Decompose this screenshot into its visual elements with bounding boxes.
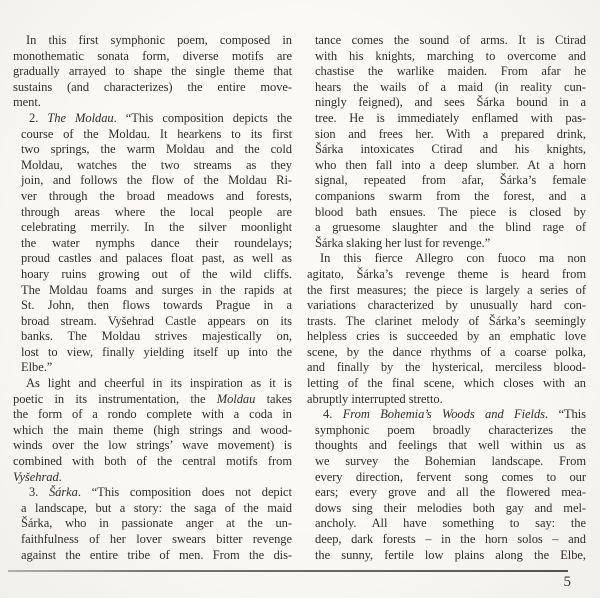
text-line [21, 251, 292, 267]
text-line [13, 95, 292, 111]
body-text: the water nymphs dance their roundelays; [21, 235, 292, 250]
text-line [315, 532, 586, 548]
text-line [315, 548, 586, 564]
text-line [315, 33, 586, 49]
text-line [307, 314, 586, 330]
body-text: symphonic poem broadly characterizes the [315, 422, 586, 437]
body-text: who then fall into a deep slumber. At a horn [315, 157, 586, 172]
text-line [315, 49, 586, 65]
text-line [21, 283, 292, 299]
text-line [315, 158, 586, 174]
text-line [315, 95, 586, 111]
body-text: Šárka slaking her lust for revenge.” [315, 235, 491, 250]
text-line [21, 548, 292, 564]
text-line [21, 127, 292, 143]
body-text: against the entire tribe of men. From the dis- [21, 547, 292, 562]
body-text: banks. The Moldau strives majestically on, [21, 329, 292, 344]
text-line [315, 236, 586, 252]
body-text: . [58, 469, 62, 484]
text-column-right [307, 33, 586, 563]
text-line [307, 298, 586, 314]
text-line [13, 407, 292, 423]
body-text: letting of the final scene, which closes with an [307, 376, 586, 391]
text-line [307, 392, 586, 408]
text-line [315, 80, 586, 96]
body-text: ver through the broad meadows and forests, [21, 188, 292, 203]
italic-title-text: From Bohemia’s Woods and Fields [342, 407, 545, 422]
body-text: ment. [13, 95, 41, 110]
text-line [21, 220, 292, 236]
body-text: In this first symphonic poem, composed in [26, 33, 292, 47]
text-line [315, 516, 586, 532]
body-text: trasts. The clarinet melody of Šárka’s seemingly [307, 313, 586, 328]
italic-title-text: The Moldau [47, 110, 114, 125]
italic-title-text: Šárka [48, 485, 78, 500]
body-text: sion and frees her. With a prepared drink, [315, 126, 586, 141]
text-line [13, 33, 292, 49]
text-line [307, 329, 586, 345]
body-text: ears; every grove and all the flowered mea- [315, 485, 586, 500]
body-text: 2. [29, 110, 48, 125]
text-line [315, 423, 586, 439]
body-text: 3. [29, 485, 49, 500]
body-text: As light and cheerful in its inspiration as it is [26, 376, 292, 391]
text-line [21, 158, 292, 174]
body-text: the sunny, fertile low plains along the Elbe, [315, 547, 586, 562]
body-text: thoughts and feelings that well within us as [315, 438, 586, 453]
text-line [307, 345, 586, 361]
text-line [307, 283, 586, 299]
body-text: hoary ruins growing out of the wild cliffs. [21, 266, 292, 281]
text-line [21, 267, 292, 283]
body-text: with his knights, marching to overcome and [315, 48, 586, 63]
text-line [21, 360, 292, 376]
text-line [315, 189, 586, 205]
text-line [21, 314, 292, 330]
text-line [21, 485, 292, 501]
body-text: broad stream. Vyšehrad Castle appears on its [21, 313, 292, 328]
text-line [315, 470, 586, 486]
body-text: abruptly interrupted stretto. [307, 391, 443, 406]
text-line [21, 501, 292, 517]
body-text: two springs, the warm Moldau and the cold [21, 142, 292, 157]
text-line [21, 236, 292, 252]
page-text-block [13, 33, 586, 563]
text-line [315, 127, 586, 143]
body-text: celebrating merrily. In the silver moonlight [21, 220, 292, 235]
text-line [21, 111, 292, 127]
body-text: gradually arrayed to shape the single theme that [13, 64, 292, 79]
body-text: every direction, fervent song comes to our [315, 469, 586, 484]
body-text: lost to view, finally yielding itself up into the [21, 344, 292, 359]
body-text: The Moldau foams and surges in the rapids at [21, 282, 292, 297]
body-text: helpless cries is succeeded by an emphatic love [307, 329, 586, 344]
text-line [315, 454, 586, 470]
text-line [13, 423, 292, 439]
italic-title-text: Vyšehrad [13, 469, 59, 484]
body-text: combined with both of the central motifs from [13, 454, 292, 469]
body-text: winds over the low strings’ wave movement) is [13, 438, 292, 453]
body-text: course of the Moldau. It hearkens to its first [21, 126, 292, 141]
text-line [315, 142, 586, 158]
text-line [13, 376, 292, 392]
body-text: and finally by the hysterical, merciless blood- [307, 360, 586, 375]
footer-rule [8, 570, 568, 572]
text-column-left [13, 33, 292, 563]
body-text: a gruesome slaughter and the blind rage of [315, 220, 586, 235]
text-line [21, 532, 292, 548]
body-text: ancholy. All have something to say: the [315, 516, 586, 531]
body-text: chastise the warlike maiden. From afar he [315, 64, 586, 79]
body-text: . “This composition does not depict [77, 485, 292, 500]
body-text: Šárka, who in passionate anger at the un- [21, 516, 292, 531]
text-line [315, 111, 586, 127]
text-line [307, 360, 586, 376]
body-text: through areas where the local people are [21, 204, 292, 219]
body-text: Moldau, watches the two streams as they [21, 157, 292, 172]
body-text: faithfulness of her lover swears bitter revenge [21, 532, 292, 546]
text-line [21, 142, 292, 158]
body-text: sustains (and characterizes) the entire move- [13, 79, 292, 94]
body-text: scene, by the dance rhythms of a coarse polka, [307, 344, 586, 359]
text-line [13, 64, 292, 80]
body-text: agitato, Šárka’s revenge theme is heard from [307, 266, 586, 281]
text-line [13, 49, 292, 65]
text-line [13, 454, 292, 470]
body-text: the first measures; the piece is largely a series of [307, 282, 586, 297]
body-text: Elbe.” [21, 360, 53, 375]
text-line [315, 205, 586, 221]
text-line [315, 64, 586, 80]
body-text: we survey the Bohemian landscape. From [315, 454, 586, 469]
body-text: the form of a rondo complete with a coda in [13, 407, 292, 422]
text-line [307, 267, 586, 283]
body-text: . “This [545, 407, 586, 422]
text-line [315, 220, 586, 236]
body-text: St. John, then flows towards Prague in a [21, 298, 292, 313]
body-text: . “This composition depicts the [113, 110, 292, 125]
text-line [315, 485, 586, 501]
body-text: variations characterized by unusually hard con- [307, 298, 586, 313]
body-text: takes [255, 391, 293, 406]
text-line [13, 80, 292, 96]
text-line [13, 470, 292, 486]
text-line [307, 251, 586, 267]
body-text: hears the wails of a maid (in reality cun- [315, 79, 586, 94]
body-text: poetic in its instrumentation, the [13, 391, 217, 406]
text-line [315, 501, 586, 517]
body-text: a landscape, but a story: the saga of the maid [21, 500, 292, 515]
body-text: join, and follows the flow of the Moldau Ri- [21, 173, 292, 188]
page-number: 5 [563, 574, 571, 590]
text-line [315, 407, 586, 423]
body-text: dows sing their melodies both gay and mel- [315, 500, 586, 515]
text-line [21, 298, 292, 314]
body-text: blood bath ensues. The piece is closed by [315, 204, 586, 219]
text-line [315, 438, 586, 454]
body-text: proud castles and palaces float past, as well as [21, 251, 292, 266]
body-text: tance comes the sound of arms. It is Ctirad [315, 33, 586, 47]
text-line [21, 345, 292, 361]
text-line [21, 173, 292, 189]
body-text: signal, repeated from afar, Šárka’s female [315, 173, 586, 188]
text-line [315, 173, 586, 189]
body-text: deep, dark forests – in the horn solos – and [315, 532, 586, 546]
body-text: ningly feigned), and sees Šárka bound in a [315, 95, 586, 110]
text-line [21, 516, 292, 532]
body-text: monothematic sonata form, diverse motifs are [13, 48, 292, 63]
text-line [21, 329, 292, 345]
body-text: 4. [323, 407, 343, 422]
text-line [21, 189, 292, 205]
body-text: Šárka intoxicates Ctirad and his knights, [315, 142, 586, 157]
text-line [21, 205, 292, 221]
text-line [13, 392, 292, 408]
body-text: tree. He is immediately enflamed with pas- [315, 110, 586, 125]
body-text: companions swarm from the forest, and a [315, 188, 586, 203]
italic-title-text: Moldau [216, 391, 256, 406]
body-text: which the main theme (high strings and wood- [13, 422, 292, 437]
body-text: In this fierce Allegro con fuoco ma non [320, 251, 586, 266]
text-line [307, 376, 586, 392]
text-line [13, 438, 292, 454]
